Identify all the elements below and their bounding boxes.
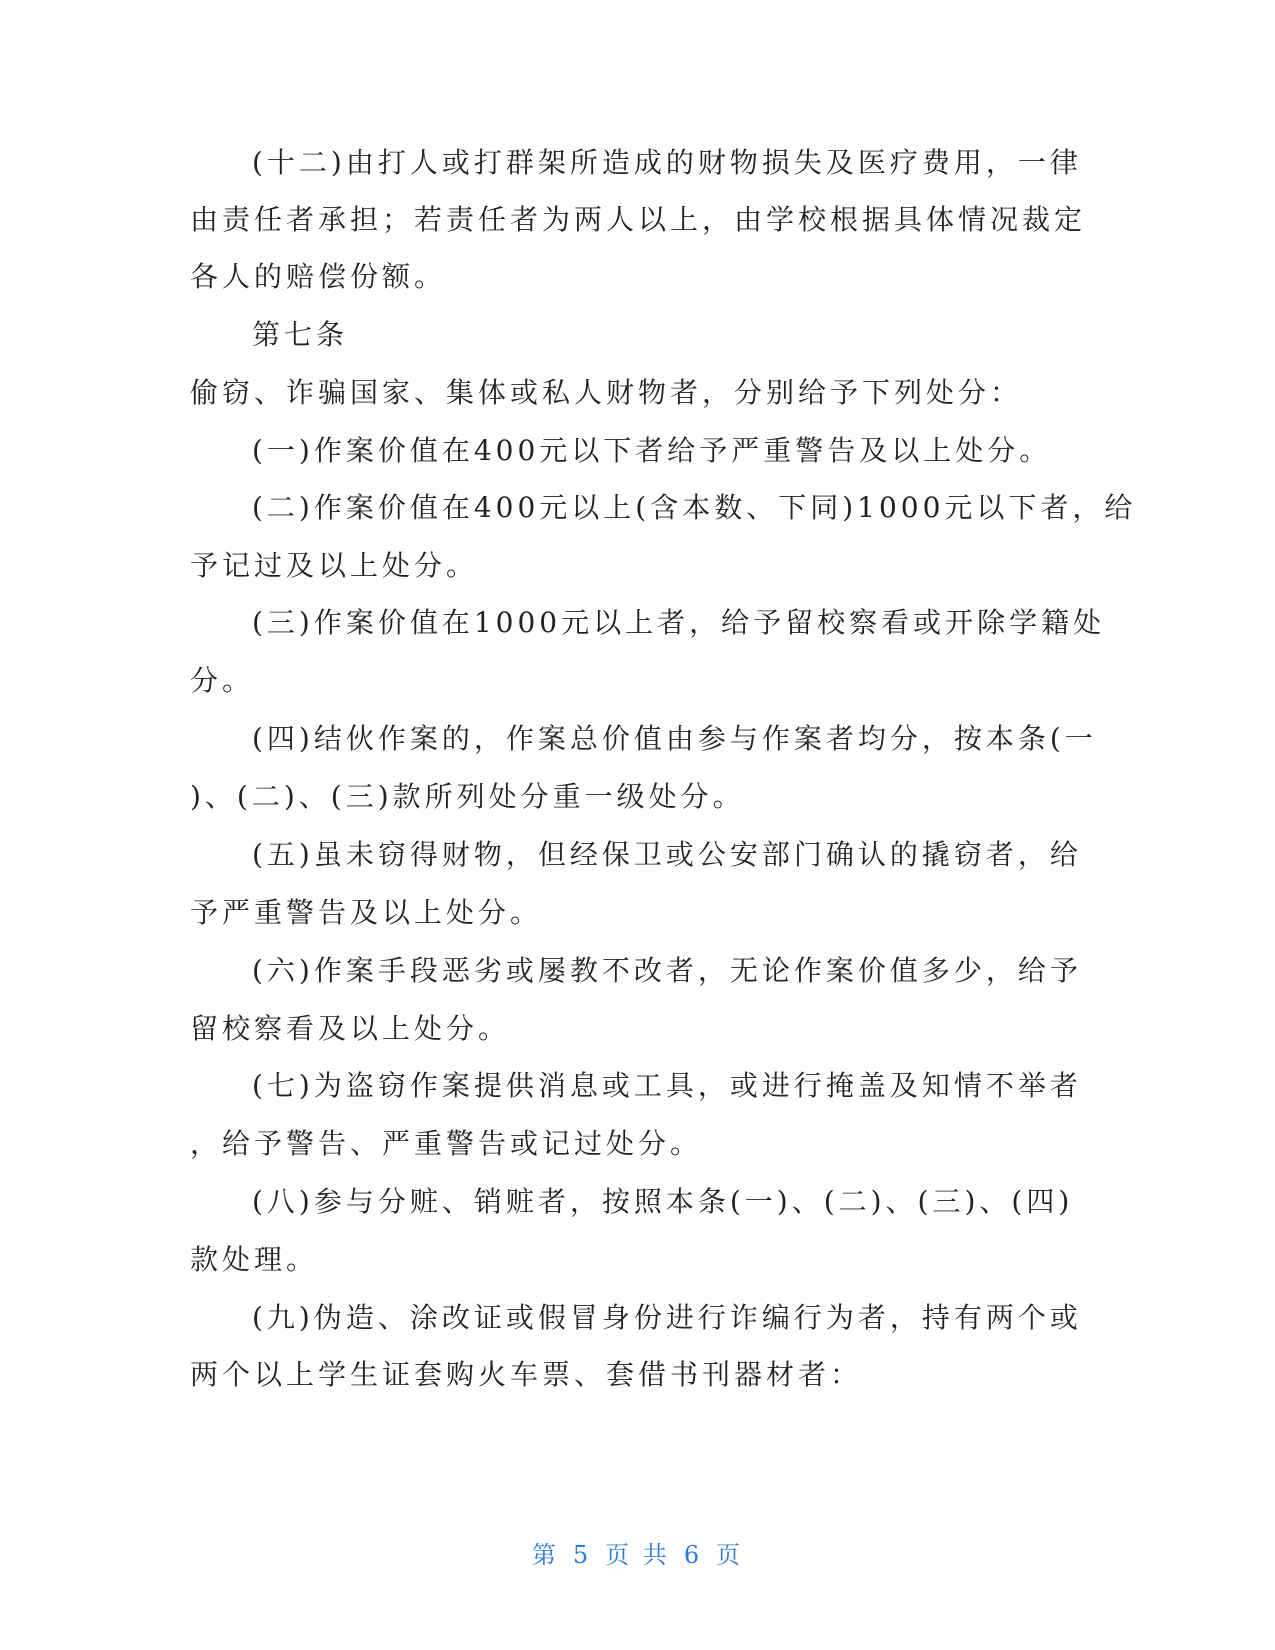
paragraph-line: 予严重警告及以上处分。 [190, 896, 543, 929]
paragraph-line: (五)虽未窃得财物，但经保卫或公安部门确认的撬窃者，给 [252, 838, 1082, 871]
page-footer [0, 1538, 1275, 1572]
paragraph-line: (七)为盗窃作案提供消息或工具，或进行掩盖及知情不举者 [252, 1069, 1082, 1102]
paragraph-line: ，给予警告、严重警告或记过处分。 [190, 1127, 703, 1160]
paragraph-line: (十二)由打人或打群架所造成的财物损失及医疗费用，一律 [252, 146, 1082, 179]
paragraph-line: 偷窃、诈骗国家、集体或私人财物者，分别给予下列处分： [190, 376, 1023, 409]
paragraph-line: (九)伪造、涂改证或假冒身份进行诈编行为者，持有两个或 [252, 1301, 1082, 1334]
paragraph-line: 由责任者承担；若责任者为两人以上，由学校根据具体情况裁定 [190, 203, 1087, 236]
paragraph-line: )、(二)、(三)款所列处分重一级处分。 [190, 780, 745, 813]
current-page-number: 5 [572, 1541, 592, 1569]
paragraph-line: 款处理。 [190, 1243, 319, 1276]
paragraph-line: (二)作案价值在400元以上(含本数、下同)1000元以下者，给 [252, 491, 1137, 524]
footer-suffix: 页 [716, 1541, 744, 1569]
paragraph-line: (一)作案价值在400元以下者给予严重警告及以上处分。 [252, 434, 1052, 467]
article-heading: 第七条 [252, 318, 349, 351]
footer-prefix: 第 [531, 1541, 559, 1569]
paragraph-line: (三)作案价值在1000元以上者，给予留校察看或开除学籍处 [252, 606, 1106, 639]
paragraph-line: 予记过及以上处分。 [190, 549, 479, 582]
paragraph-line: 两个以上学生证套购火车票、套借书刊器材者： [190, 1358, 863, 1391]
footer-middle: 页 共 [605, 1541, 670, 1569]
paragraph-line: (八)参与分赃、销赃者，按照本条(一)、(二)、(三)、(四) [252, 1185, 1074, 1218]
paragraph-line: 分。 [190, 664, 255, 697]
paragraph-line: (六)作案手段恶劣或屡教不改者，无论作案价值多少，给予 [252, 954, 1082, 987]
total-pages-number: 6 [683, 1541, 703, 1569]
paragraph-line: 各人的赔偿份额。 [190, 260, 447, 293]
paragraph-line: 留校察看及以上处分。 [190, 1012, 511, 1045]
paragraph-line: (四)结伙作案的，作案总价值由参与作案者均分，按本条(一 [252, 722, 1097, 755]
